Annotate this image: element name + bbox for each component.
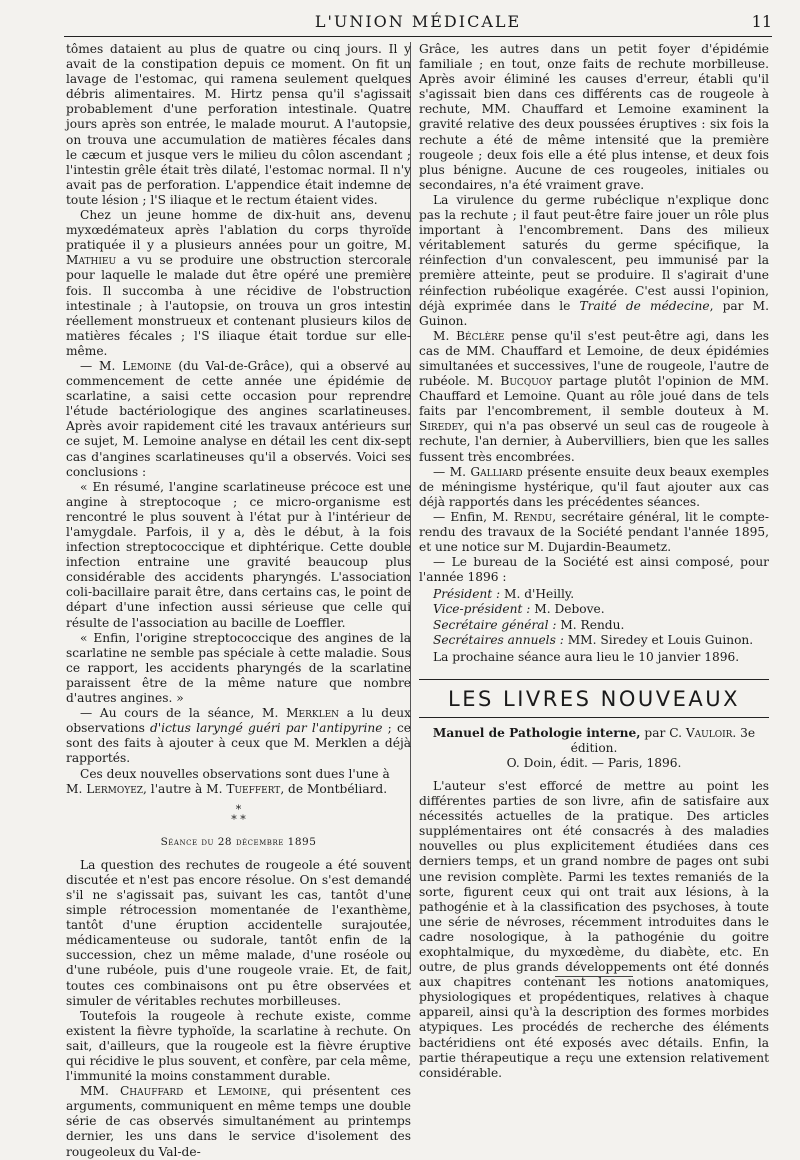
bureau-entry: Secrétaires annuels : MM. Siredey et Louis Guinon.	[433, 632, 754, 647]
author-name: Lermoyez	[86, 781, 144, 796]
paragraph: — M. Galliard présente ensuite deux beaux exemples de méningisme hystérique, qu'il faut ajouter aux cas déjà rapportés dans les précédentes séances.	[419, 464, 769, 509]
paragraph: Ces deux nouvelles observations sont dues l'une à	[80, 766, 390, 781]
section-divider	[419, 717, 769, 718]
books-section	[419, 679, 769, 1081]
end-rule	[555, 976, 633, 977]
page-header	[64, 10, 772, 37]
author-name: Chauffard	[119, 1084, 184, 1099]
paragraph: M. Lermoyez, l'autre à M. Tueffert, de Montbéliard.	[66, 781, 388, 796]
author-name: Lemoine	[217, 1084, 267, 1099]
paragraph: « En résumé, l'angine scarlatineuse précoce est une angine à streptocoque ; ce micro-organisme est rencontré le plus souvent à l'état pur à l'intérieur de l'amygdale. Parfois, il y a, dès le début, à la fois infection streptococcique et diphtérique. Cette double infection entraine une gravité beaucoup plus considérable des accidents pharyngés. L'association coli-bacillaire parait être, dans certains cas, le point de départ d'une infection aussi sérieuse que celle qui résulte de l'association au bacille de Loeffler.	[66, 479, 411, 630]
author-name: Siredey	[419, 419, 464, 434]
bureau-entry: Président : M. d'Heilly.	[433, 587, 575, 602]
book-review: L'auteur s'est efforcé de mettre au point les différentes parties de son livre, afin de satisfaire aux nécessités actuelles de la pratique. Des articles supplémentaires ont été consacrés à des maladies nouvelles ou plus explicitement étudiées dans ces derniers temps, et un grand nombre de pages ont subi une revision complète. Parmi les textes remaniés de la sorte, figurent ceux qui ont trait aux lésions, à la pathogénie et à la classification des psychoses, à toute une série de névroses, récemment introduites dans le cadre nosologique, à la pathogénie du goitre exophtalmique, du myxœdème, du diabète, etc. En outre, de plus grands développements ont été donnés aux chapitres contenant les notions anatomiques, physiologiques et propédentiques, relatives à chaque appareil, ainsi qu'à la description des formes morbides atypiques. Les procédés de recherche des éléments bactéridiens ont été exposés avec détails. Enfin, la partie thérapeutique a reçu une extension relativement considérable.	[419, 778, 769, 1080]
next-meeting-notice: La prochaine séance aura lieu le 10 janvier 1896.	[433, 649, 740, 664]
book-publisher: O. Doin, édit. — Paris, 1896.	[506, 755, 682, 770]
author-name: Béclère	[456, 328, 505, 343]
author-name: Mathieu	[66, 253, 117, 268]
book-title: Manuel de Pathologie interne,	[432, 725, 641, 740]
paragraph: M. Béclère pense qu'il s'est peut-être agi, dans les cas de MM. Chauffard et Lemoine, de deux épidémies simultanées et successives, l'une de rougeole, l'autre de rubéole. M. Bucquoy partage plutôt l'opinion de MM. Chauffard et Lemoine. Quant au rôle joué dans de tels faits par l'encombrement, il semble douteux à M. Siredey, qui n'a pas observé un seul cas de rougeole à rechute, l'an dernier, à Aubervilliers, bien que les salles fussent très encombrées.	[419, 328, 769, 464]
paragraph: — M. Lemoine (du Val-de-Grâce), qui a observé au commencement de cette année une épidémie de scarlatine, a saisi cette occasion pour reprendre l'étude bactériologique des angines scarlatineuses. Après avoir rapidement cité les travaux antérieurs sur ce sujet, M. Lemoine analyse en détail les cent dix-sept cas d'angines scarlatineuses qu'il a observés. Voici ses conclusions :	[66, 358, 412, 479]
section-asterism: * * *	[231, 802, 246, 826]
author-name: Lemoine	[122, 358, 172, 373]
left-column	[66, 42, 411, 1160]
author-name: Merklen	[286, 706, 340, 721]
book-author: Vauloir	[685, 725, 733, 740]
bureau-entry: Vice-président : M. Debove.	[433, 602, 605, 617]
paragraph: — Enfin, M. Rendu, secrétaire général, lit le compte-rendu des travaux de la Société pendant l'année 1895, et une notice sur M. Dujardin-Beaumetz.	[419, 509, 769, 555]
society-bureau-list	[433, 587, 769, 647]
session-heading: Séance du 28 décembre 1895	[160, 835, 317, 848]
bureau-entry: Secrétaire général : M. Rendu.	[433, 617, 625, 632]
paragraph: MM. Chauffard et Lemoine, qui présentent ces arguments, communiquent en même temps une double série de cas observés simultanément au printemps dernier, les uns dans le service d'isolement des rougeoleux du Val-de-	[66, 1084, 411, 1159]
paragraph: « Enfin, l'origine streptococcique des angines de la scarlatine ne semble pas spéciale à cette maladie. Sous ce rapport, les accidents pharyngés de la scarlatine paraissent être de la même nature que nombre d'autres angines. »	[66, 630, 411, 706]
author-name: Galliard	[470, 464, 523, 479]
book-citation: Manuel de Pathologie interne, par C. Vauloir. 3e édition. O. Doin, édit. — Paris, 1896.	[419, 726, 769, 771]
section-title: LES LIVRES NOUVEAUX	[448, 686, 740, 711]
paragraph: La question des rechutes de rougeole a été souvent discutée et n'est pas encore résolue. On s'est demandé s'il ne s'agissait pas, suivant les cas, tantôt d'une simple rétrocession momentanée de l'exanthème, tantôt d'une éruption accidentelle surajoutée, médicamenteuse ou sudorale, tantôt enfin de la succession, chez un même malade, d'une roséole ou d'une rubéole, puis d'une rougeole vraie. Et, de fait, toutes ces combinaisons ont pu être observées et simuler de véritables rechutes morbilleuses.	[66, 857, 411, 1008]
italic-title: Traité de médecine	[579, 298, 710, 313]
paragraph: — Au cours de la séance, M. Merklen a lu deux observations d'ictus laryngé guéri par l'antipyrine ; ce sont des faits à ajouter à ceux que M. Merklen a déjà rapportés.	[66, 706, 412, 766]
paragraph: tômes dataient au plus de quatre ou cinq jours. Il y avait de la constipation depuis ce moment. On fit un lavage de l'estomac, qui ramena seulement quelques débris alimentaires. M. Hirtz pensa qu'il s'agissait probablement d'une perforation intestinale. Quatre jours après son entrée, le malade mourut. A l'autopsie, on trouva une accumulation de matières fécales dans le cæcum et jusque vers le milieu du côlon ascendant ; l'intestin grêle était très dilaté, l'estomac normal. Il n'y avait pas de perforation. L'appendice était indemne de toute lésion ; l'S iliaque et le rectum étaient vides.	[66, 42, 411, 207]
author-name: Bucquoy	[500, 374, 553, 389]
paragraph: La virulence du germe rubéclique n'explique donc pas la rechute ; il faut peut-être faire jouer un rôle plus important à l'encombrement. Dans des milieux véritablement saturés du germe spécifique, la réinfection d'un convalescent, peu immunisé par la première atteinte, peut se produire. Il s'agirait d'une réinfection rubéolique exagérée. C'est aussi l'opinion, déjà exprimée dans le Traité de médecine, par M. Guinon.	[419, 192, 769, 328]
paragraph: Grâce, les autres dans un petit foyer d'épidémie familiale ; en tout, onze faits de rechute morbilleuse. Après avoir éliminé les causes d'erreur, établi qu'il s'agissait bien dans ces différents cas de rougeole à rechute, MM. Chauffard et Lemoine examinent la gravité relative des deux poussées éruptives : six fois la rechute a été de même intensité que la première rougeole ; deux fois elle a été plus intense, et deux fois plus bénigne. Aucune de ces rougeoles, initiales ou secondaires, n'a été vraiment grave.	[419, 42, 769, 192]
italic-title: d'ictus laryngé guéri par l'antipyrine	[150, 721, 383, 736]
right-column	[419, 42, 769, 1081]
journal-title: L'UNION MÉDICALE	[314, 12, 522, 31]
paragraph: — Le bureau de la Société est ainsi composé, pour l'année 1896 :	[419, 555, 769, 585]
paragraph: Chez un jeune homme de dix-huit ans, devenu myxœdémateux après l'ablation du corps thyroïde pratiquée il y a plusieurs années pour un goitre, M. Mathieu a vu se produire une obstruction stercorale pour laquelle le malade dut être opéré une première fois. Il succomba à une récidive de l'obstruction intestinale ; à l'autopsie, on trouva un gros intestin réellement monstrueux et contenant plusieurs kilos de matières fécales ; l'S iliaque était tordue sur elle-même.	[66, 208, 411, 358]
author-name: Rendu	[513, 509, 553, 524]
author-name: Tueffert	[226, 781, 281, 796]
page-number: 11	[751, 12, 772, 31]
paragraph: Toutefois la rougeole à rechute existe, comme existent la fièvre typhoïde, la scarlatine à rechute. On sait, d'ailleurs, que la rougeole est la fièvre éruptive qui récidive le plus souvent, et confère, par cela même, l'immunité la moins constamment durable.	[66, 1008, 411, 1084]
